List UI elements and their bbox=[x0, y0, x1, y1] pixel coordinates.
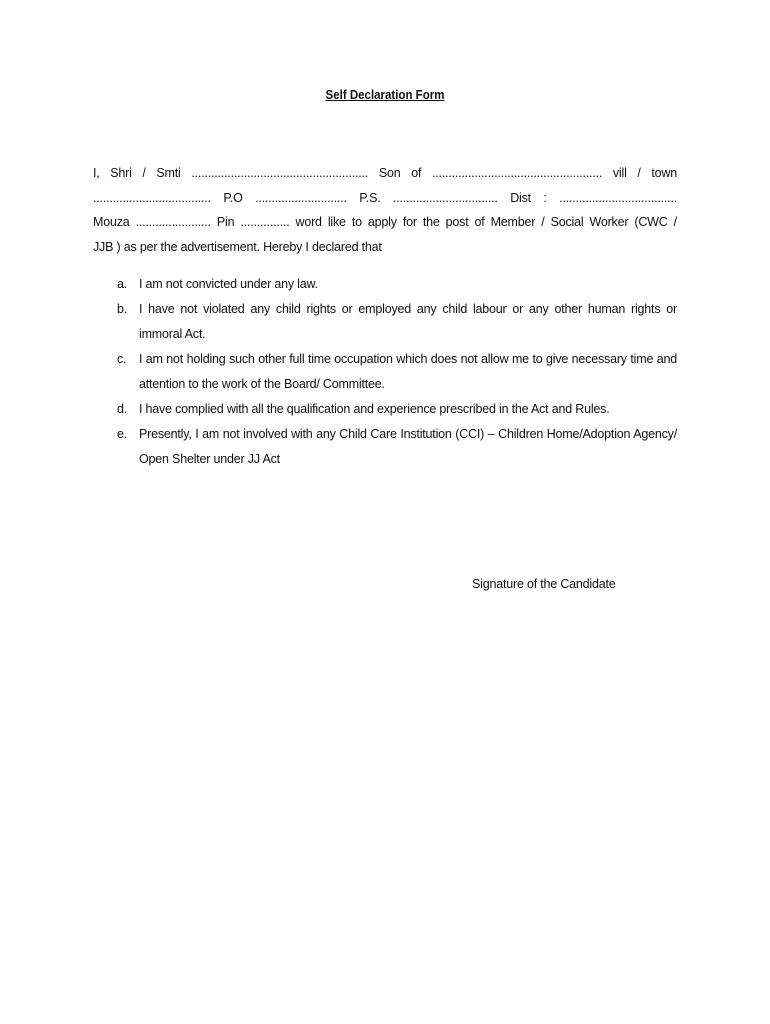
intro-word: to bbox=[351, 215, 362, 229]
intro-line bbox=[93, 161, 677, 186]
intro-word: .................................................... bbox=[431, 166, 603, 180]
intro-word: Mouza bbox=[93, 215, 130, 229]
declaration-text: I am not holding such other full time occupation which does not allow me to give necessary time and attention to the work of the Board/ Committee. bbox=[139, 352, 677, 391]
intro-word: Social bbox=[550, 215, 584, 229]
intro-word: vill bbox=[612, 166, 627, 180]
declaration-text: I have not violated any child rights or employed any child labour or any other human rights or immoral Act. bbox=[139, 302, 677, 341]
intro-line bbox=[93, 186, 677, 211]
intro-word: word bbox=[295, 215, 322, 229]
list-marker: d. bbox=[117, 402, 128, 416]
intro-word: P.S. bbox=[359, 190, 381, 205]
intro-word: Son bbox=[378, 166, 401, 180]
intro-word: post bbox=[445, 215, 469, 229]
intro-word: of bbox=[474, 215, 485, 229]
intro-word: the bbox=[422, 215, 440, 229]
list-marker: b. bbox=[117, 302, 128, 316]
signature-label: Signature of the Candidate bbox=[472, 577, 616, 591]
intro-word: I, bbox=[93, 166, 100, 180]
intro-word: P.O bbox=[223, 190, 243, 205]
intro-word: ................................ bbox=[392, 190, 498, 205]
list-marker: a. bbox=[117, 277, 128, 291]
declaration-intro bbox=[93, 161, 677, 259]
declaration-text: I am not convicted under any law. bbox=[139, 277, 318, 291]
declaration-item bbox=[93, 397, 677, 422]
intro-word: of bbox=[411, 166, 422, 180]
declaration-item bbox=[93, 347, 677, 397]
intro-line bbox=[93, 210, 677, 235]
intro-word: Pin bbox=[216, 215, 235, 229]
intro-word: : bbox=[543, 190, 547, 205]
intro-line bbox=[93, 235, 677, 260]
declaration-item bbox=[93, 297, 677, 347]
declaration-item bbox=[93, 272, 677, 297]
intro-word: Worker bbox=[589, 215, 629, 229]
declaration-item bbox=[93, 422, 677, 472]
intro-word: JJB ) as per the advertisement. Hereby I declared that bbox=[93, 239, 382, 254]
intro-word: ............................ bbox=[255, 190, 347, 205]
declaration-text: I have complied with all the qualification and experience prescribed in the Act and Rules. bbox=[139, 402, 610, 416]
list-marker: c. bbox=[117, 352, 127, 366]
list-marker: e. bbox=[117, 427, 128, 441]
declaration-list bbox=[93, 272, 677, 472]
intro-word: town bbox=[651, 166, 677, 180]
form-title: Self Declaration Form bbox=[325, 88, 445, 102]
intro-word: .................................... bbox=[93, 190, 211, 205]
intro-word: / bbox=[637, 166, 641, 180]
intro-word: (CWC bbox=[634, 215, 668, 229]
intro-word: Dist bbox=[510, 190, 531, 205]
intro-word: Member bbox=[490, 215, 536, 229]
intro-word: / bbox=[142, 166, 146, 180]
intro-word: / bbox=[673, 215, 677, 229]
intro-word: / bbox=[541, 215, 545, 229]
intro-word: .................................... bbox=[559, 190, 677, 205]
intro-word: ............... bbox=[240, 215, 290, 229]
declaration-text: Presently, I am not involved with any Child Care Institution (CCI) – Children Home/Adoption Agency/ Open Shelter under JJ Act bbox=[139, 427, 677, 466]
intro-word: apply bbox=[367, 215, 397, 229]
intro-word: for bbox=[402, 215, 417, 229]
intro-word: ....................... bbox=[135, 215, 211, 229]
intro-word: ...................................................... bbox=[191, 166, 369, 180]
intro-word: Smti bbox=[156, 166, 181, 180]
intro-word: like bbox=[327, 215, 346, 229]
intro-word: Shri bbox=[110, 166, 132, 180]
